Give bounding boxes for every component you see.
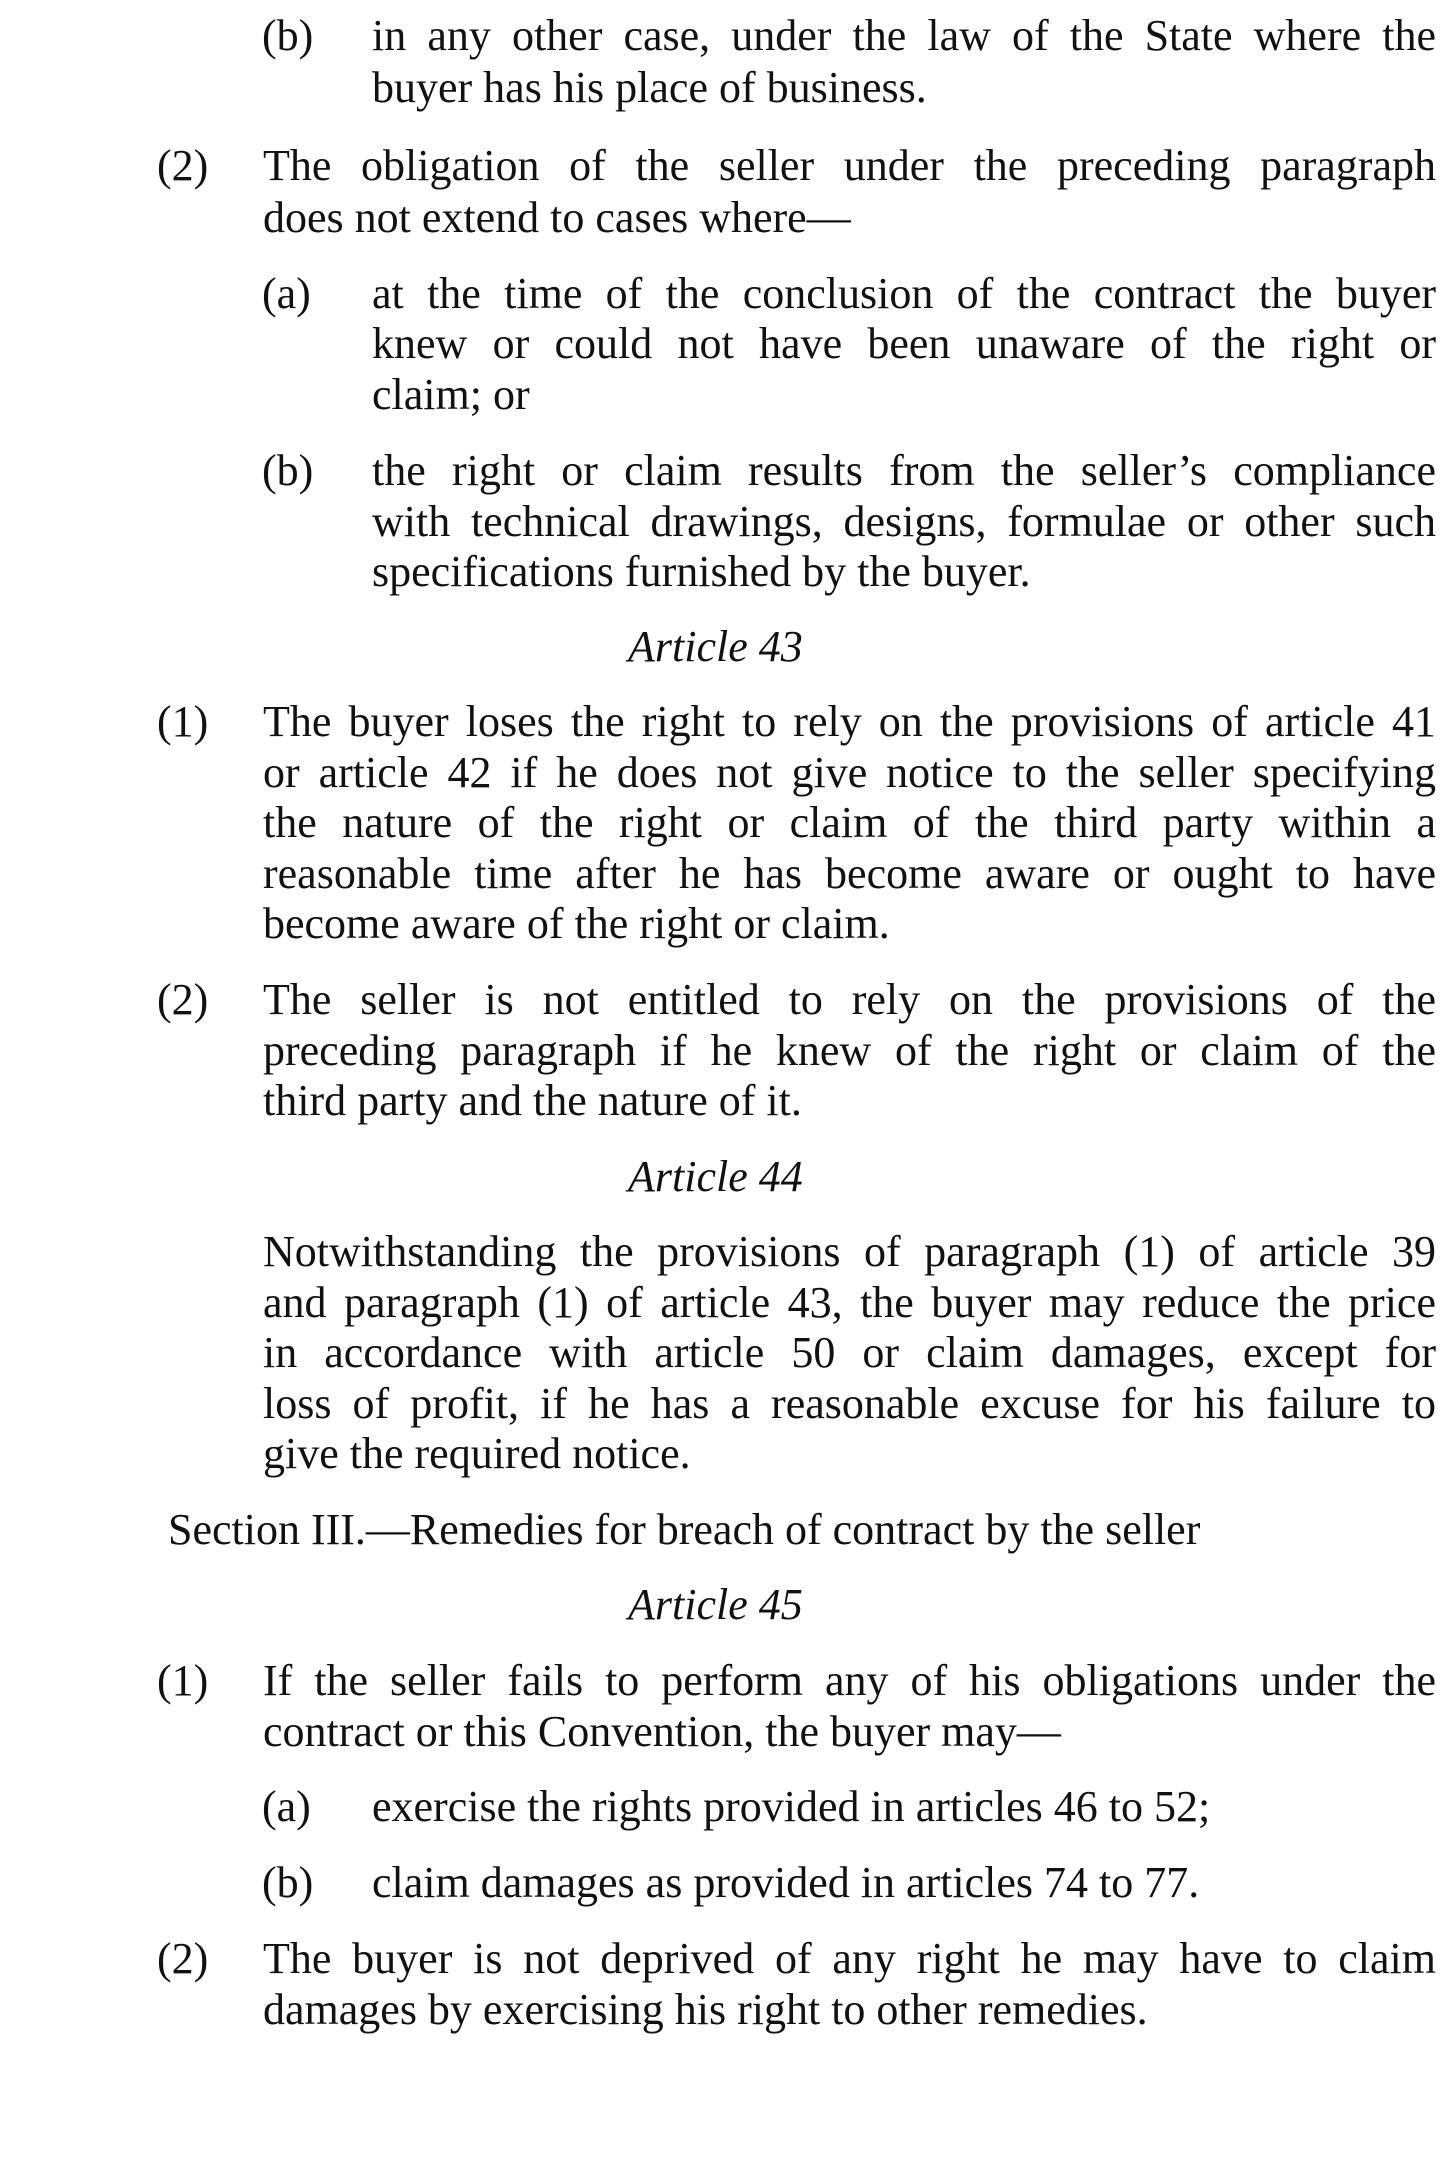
text-line: the right or claim results from the seller’s compliance bbox=[372, 446, 1436, 495]
text-line: reasonable time after he has become aware or ought to have bbox=[263, 849, 1436, 898]
paragraph-number: (2) bbox=[157, 141, 209, 190]
text-line: at the time of the conclusion of the contract the buyer bbox=[372, 269, 1436, 318]
paragraph-number: (2) bbox=[157, 975, 209, 1024]
item-label: (a) bbox=[262, 1782, 311, 1831]
text-line: give the required notice. bbox=[263, 1429, 691, 1478]
paragraph-number: (1) bbox=[157, 697, 209, 746]
text-line: specifications furnished by the buyer. bbox=[372, 547, 1031, 596]
text-line: in accordance with article 50 or claim damages, except for bbox=[263, 1328, 1436, 1377]
text-line: claim damages as provided in articles 74 to 77. bbox=[372, 1858, 1200, 1907]
item-label: (b) bbox=[262, 446, 314, 495]
text-line: become aware of the right or claim. bbox=[263, 899, 890, 948]
article-heading: Article 45 bbox=[628, 1580, 803, 1629]
article-heading: Article 44 bbox=[628, 1152, 803, 1201]
text-line: or article 42 if he does not give notice to the seller specifying bbox=[263, 748, 1436, 797]
text-line: The seller is not entitled to rely on the provisions of the bbox=[263, 975, 1436, 1024]
text-line: in any other case, under the law of the State where the bbox=[372, 11, 1436, 60]
paragraph-number: (1) bbox=[157, 1656, 209, 1705]
text-line: with technical drawings, designs, formulae or other such bbox=[372, 497, 1436, 546]
article-heading: Article 43 bbox=[628, 622, 803, 671]
text-line: and paragraph (1) of article 43, the buyer may reduce the price bbox=[263, 1278, 1436, 1327]
text-line: The buyer loses the right to rely on the provisions of article 41 bbox=[263, 697, 1436, 746]
text-line: claim; or bbox=[372, 370, 530, 419]
paragraph-number: (2) bbox=[157, 1934, 209, 1983]
text-line: does not extend to cases where— bbox=[263, 193, 851, 242]
text-line: exercise the rights provided in articles 46 to 52; bbox=[372, 1782, 1211, 1831]
section-heading: Section III.—Remedies for breach of contract by the seller bbox=[168, 1505, 1201, 1554]
text-line: The obligation of the seller under the preceding paragraph bbox=[263, 141, 1436, 190]
text-line: buyer has his place of business. bbox=[372, 63, 927, 112]
text-line: loss of profit, if he has a reasonable excuse for his failure to bbox=[263, 1379, 1436, 1428]
item-label: (b) bbox=[262, 1858, 314, 1907]
text-line: preceding paragraph if he knew of the right or claim of the bbox=[263, 1026, 1436, 1075]
text-line: knew or could not have been unaware of the right or bbox=[372, 319, 1436, 368]
text-line: the nature of the right or claim of the third party within a bbox=[263, 798, 1436, 847]
item-label: (b) bbox=[262, 11, 314, 60]
text-line: third party and the nature of it. bbox=[263, 1076, 802, 1125]
item-label: (a) bbox=[262, 269, 311, 318]
text-line: If the seller fails to perform any of his obligations under the bbox=[263, 1656, 1436, 1705]
text-line: Notwithstanding the provisions of paragraph (1) of article 39 bbox=[263, 1227, 1436, 1276]
text-line: The buyer is not deprived of any right he may have to claim bbox=[263, 1934, 1436, 1983]
text-line: damages by exercising his right to other remedies. bbox=[263, 1985, 1148, 2034]
text-line: contract or this Convention, the buyer may— bbox=[263, 1707, 1061, 1756]
